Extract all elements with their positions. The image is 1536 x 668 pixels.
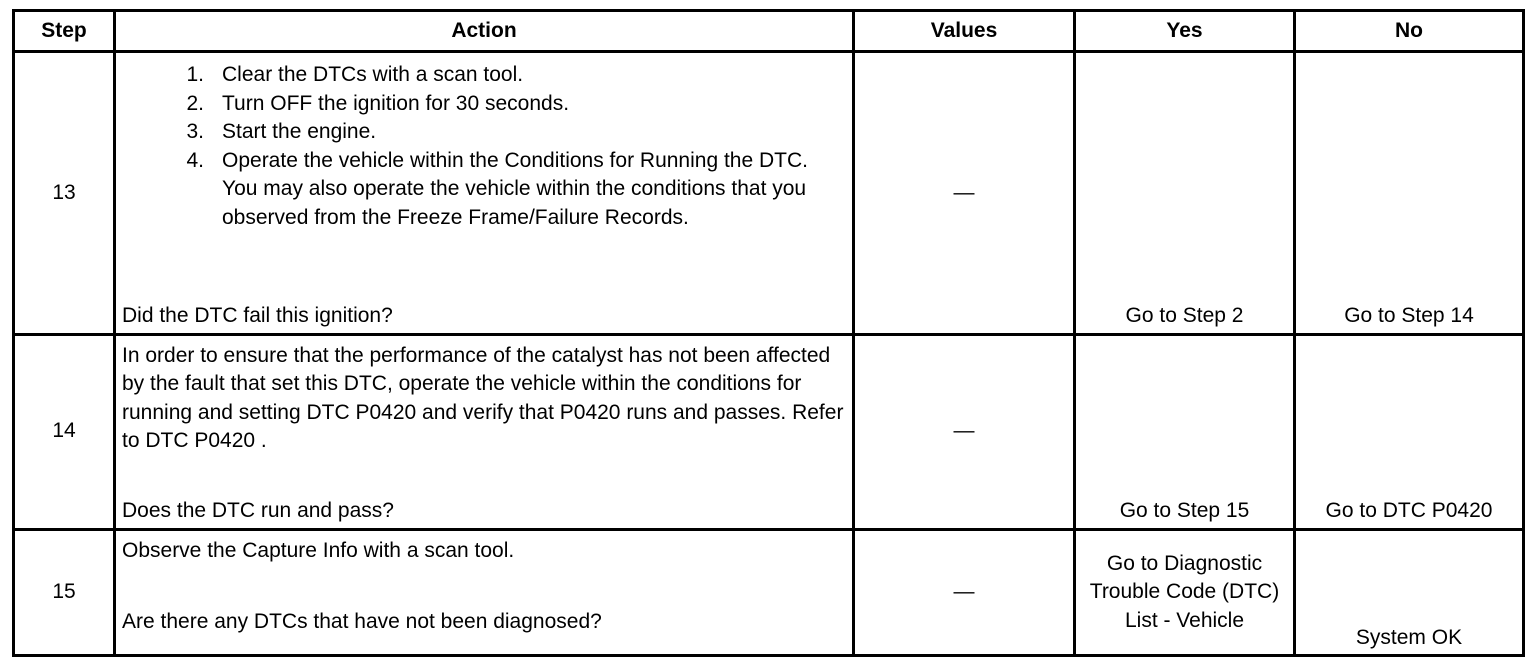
list-item: [122, 90, 846, 119]
list-item-number: 3.: [186, 120, 204, 143]
table-row: [14, 334, 1524, 529]
action-question: Does the DTC run and pass?: [122, 499, 394, 523]
no-cell: Go to DTC P0420: [1295, 334, 1524, 529]
list-item-number: 1.: [186, 63, 204, 86]
no-cell: System OK: [1295, 529, 1524, 655]
header-values: Values: [854, 11, 1075, 52]
no-cell: Go to Step 14: [1295, 52, 1524, 335]
values-cell: —: [854, 52, 1075, 335]
values-cell: —: [854, 529, 1075, 655]
list-item-text: Operate the vehicle within the Conditions for Running the DTC. You may also operate the vehicle within the conditions that you observed from the Freeze Frame/Failure Records.: [222, 148, 808, 229]
action-paragraph: Observe the Capture Info with a scan tool.: [122, 538, 515, 562]
header-no: No: [1295, 11, 1524, 52]
list-item: [122, 61, 846, 90]
list-item-text: Start the engine.: [222, 120, 377, 143]
action-paragraph: In order to ensure that the performance of the catalyst has not been affected by the fault that set this DTC, operate the vehicle within the conditions for running and setting DTC P0420 and verify that P0420 runs and passes. Refer to DTC P0420 .: [122, 343, 844, 453]
yes-cell: Go to Diagnostic Trouble Code (DTC) List - Vehicle: [1075, 529, 1295, 655]
header-action: Action: [115, 11, 854, 52]
action-cell: [115, 529, 854, 655]
yes-cell: Go to Step 2: [1075, 52, 1295, 335]
header-yes: Yes: [1075, 11, 1295, 52]
table-row: [14, 52, 1524, 335]
diagnostic-table: [12, 9, 1525, 657]
action-question: Are there any DTCs that have not been diagnosed?: [122, 609, 602, 633]
values-cell: —: [854, 334, 1075, 529]
list-item: [122, 118, 846, 147]
step-number: 15: [14, 529, 115, 655]
list-item-text: Turn OFF the ignition for 30 seconds.: [222, 91, 570, 115]
action-step-list: [122, 61, 846, 232]
header-step: Step: [14, 11, 115, 52]
list-item-number: 2.: [186, 91, 204, 115]
list-item-number: 4.: [186, 148, 204, 172]
action-question: Did the DTC fail this ignition?: [122, 304, 393, 328]
step-number: 13: [14, 52, 115, 335]
table-row: [14, 529, 1524, 655]
list-item-text: Clear the DTCs with a scan tool.: [222, 63, 524, 86]
header-row: [14, 11, 1524, 52]
action-cell: [115, 52, 854, 335]
action-cell: [115, 334, 854, 529]
list-item: [122, 147, 846, 233]
step-number: 14: [14, 334, 115, 529]
yes-cell: Go to Step 15: [1075, 334, 1295, 529]
